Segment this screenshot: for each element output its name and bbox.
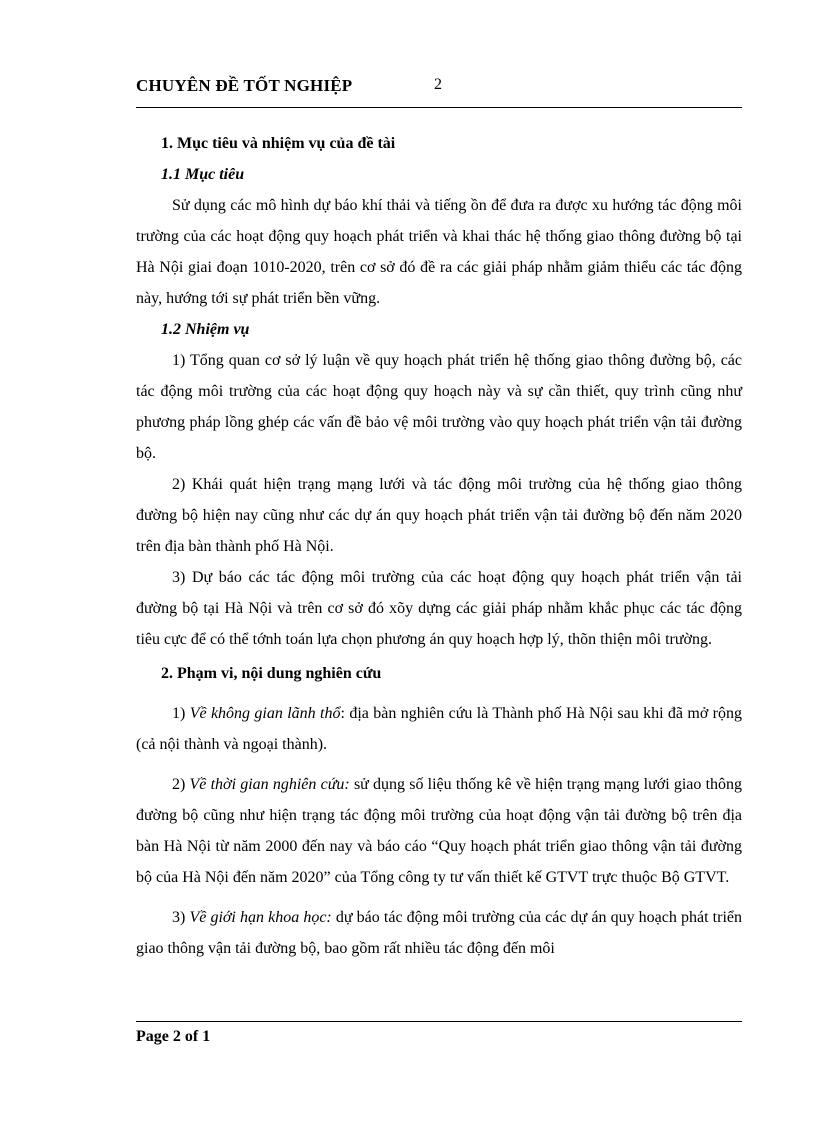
header-rule	[136, 107, 742, 108]
document-body	[136, 128, 742, 964]
scope-item-1-label: Về không gian lãnh thổ	[189, 705, 341, 722]
header-page-number: 2	[434, 76, 442, 93]
scope-item-3	[136, 902, 742, 964]
header-title: CHUYÊN ĐỀ TỐT NGHIỆP	[136, 76, 353, 95]
footer-rule	[136, 1021, 742, 1022]
scope-item-2-label: Về thời gian nghiên cứu:	[189, 776, 350, 793]
scope-item-3-text: dự báo tác động môi trường của các dự án quy hoạch phát triển giao thông vận tải đường bộ, bao gồm rất nhiều tác động đến môi	[136, 909, 742, 957]
page-footer: Page 2 of 1	[136, 1028, 211, 1045]
scope-item-2	[136, 769, 742, 893]
scope-item-3-number: 3)	[172, 909, 186, 926]
scope-item-2-text: sử dụng số liệu thống kê về hiện trạng mạng lưới giao thông đường bộ cũng như hiện trạng tác động môi trường của hoạt động vận tải đường bộ trên địa bàn Hà Nội từ năm 2000 đến nay và báo cáo “Quy hoạch phát triển giao thông vận tải đường bộ của Hà Nội đến năm 2020” của Tổng công ty tư vấn thiết kế GTVT trực thuộc Bộ GTVT.	[136, 776, 743, 886]
page-header	[136, 76, 742, 106]
section-1-heading: 1. Mục tiêu và nhiệm vụ của đề tài	[161, 135, 396, 152]
section-2-heading: 2. Phạm vi, nội dung nghiên cứu	[161, 665, 382, 682]
task-item-2: 2) Khái quát hiện trạng mạng lưới và tác động môi trường của hệ thống giao thông đường bộ hiện nay cũng như các dự án quy hoạch phát triển vận tải đường bộ đến năm 2020 trên địa bàn thành phố Hà Nội.	[136, 476, 742, 555]
scope-item-1-number: 1)	[172, 705, 186, 722]
section-1-1-heading: 1.1 Mục tiêu	[161, 166, 245, 183]
scope-item-2-number: 2)	[172, 776, 186, 793]
scope-item-1	[136, 698, 742, 760]
scope-item-1-text: : địa bàn nghiên cứu là Thành phố Hà Nội sau khi đã mở rộng (cả nội thành và ngoại thành).	[136, 705, 743, 753]
task-item-1: 1) Tổng quan cơ sở lý luận về quy hoạch phát triển hệ thống giao thông đường bộ, các tác động môi trường của các hoạt động quy hoạch này và sự cần thiết, quy trình cũng như phương pháp lồng ghép các vấn đề bảo vệ môi trường vào quy hoạch phát triển vận tải đường bộ.	[136, 352, 742, 462]
scope-item-3-label: Về giới hạn khoa học:	[189, 909, 332, 926]
section-1-2-heading: 1.2 Nhiệm vụ	[161, 321, 250, 338]
section-1-1-paragraph: Sử dụng các mô hình dự báo khí thải và tiếng ồn để đưa ra được xu hướng tác động môi trường của các hoạt động quy hoạch phát triển và khai thác hệ thống giao thông đường bộ tại Hà Nội giai đoạn 1010-2020, trên cơ sở đó đề ra các giải pháp nhằm giảm thiểu các tác động này, hướng tới sự phát triển bền vững.	[136, 197, 742, 307]
task-item-3: 3) Dự báo các tác động môi trường của các hoạt động quy hoạch phát triển vận tải đường bộ tại Hà Nội và trên cơ sở đó xõy dựng các giải pháp nhằm khắc phục các tác động tiêu cực để có thể tớnh toán lựa chọn phương án quy hoạch hợp lý, thõn thiện môi trường.	[136, 569, 742, 648]
